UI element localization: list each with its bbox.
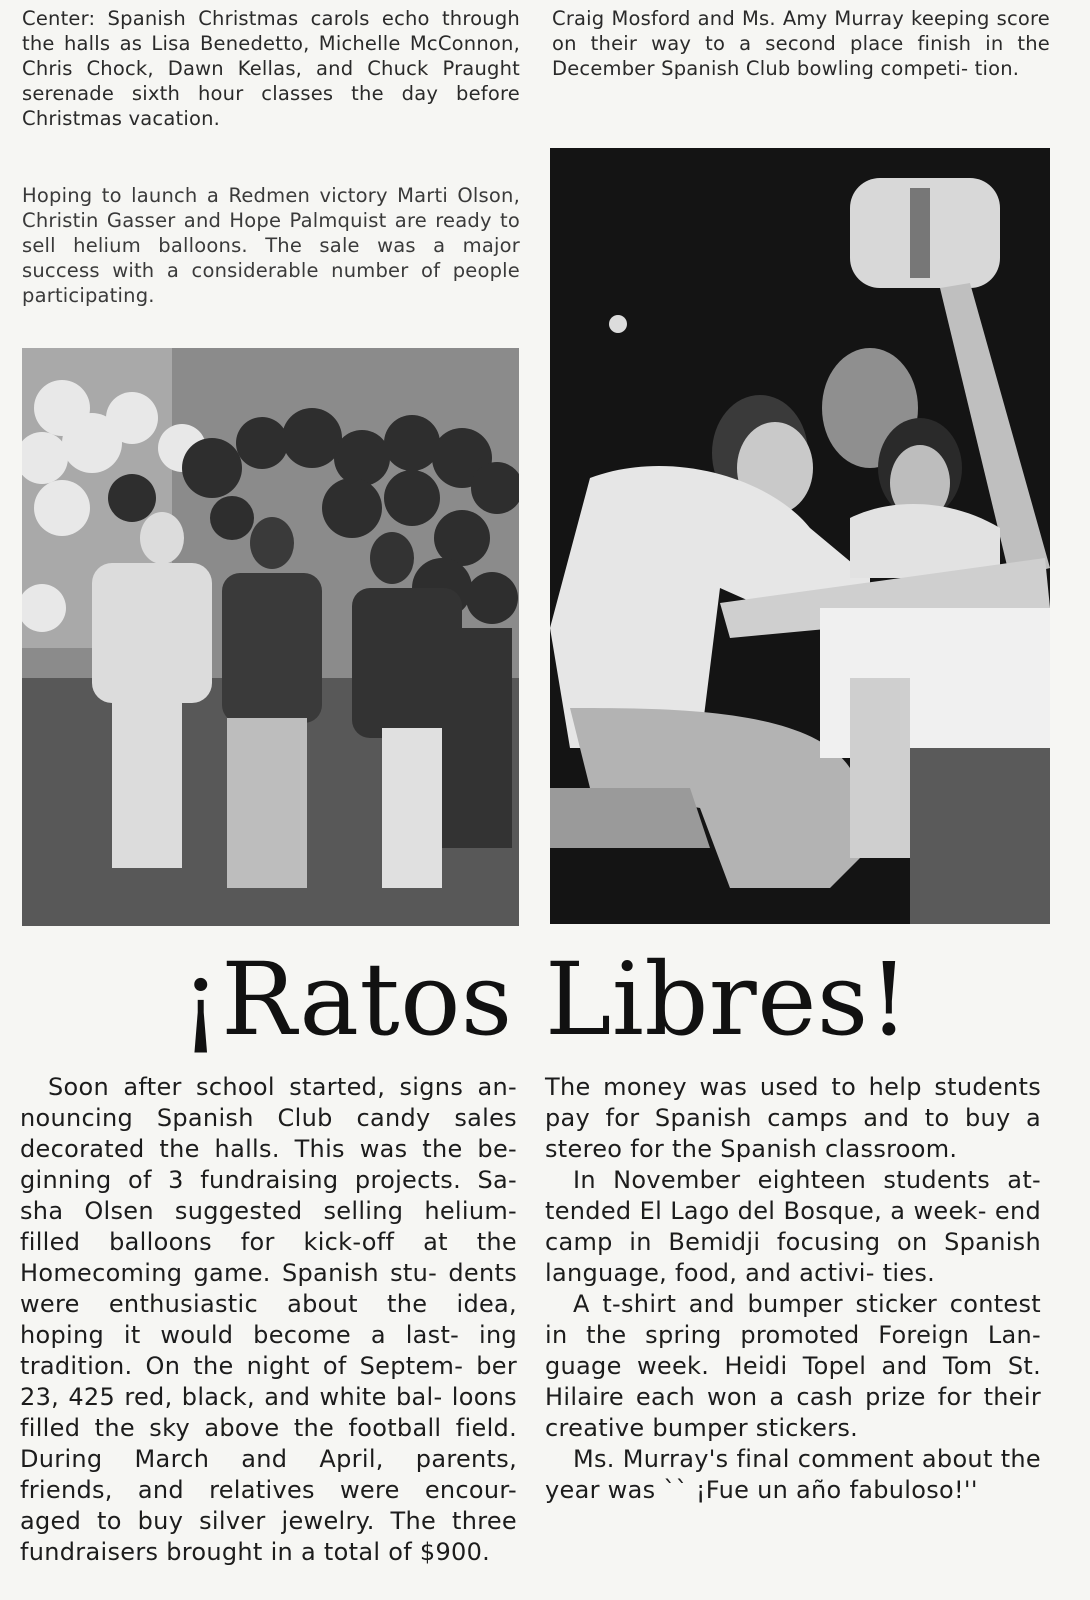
article-paragraph: Soon after school started, signs an- nouncing Spanish Club candy sales decorated the halls. This was the be- ginning of 3 fundraising projects. Sa- sha Olsen suggested selling helium- filled balloons for kick-off at the Homecoming game. Spanish stu- dents were enthusiastic about the idea, hoping it would become a last- ing tradition. On the night of Septem- ber 23, 425 red, black, and white bal- loons filled the sky above the football field. During March and April, parents, friends, and relatives were encour- aged to buy silver jewelry. The three fundraisers brought in a total of $900. bbox=[20, 1073, 517, 1566]
article-paragraph: The money was used to help students pay for Spanish camps and to buy a stereo for the Spanish classroom. bbox=[545, 1073, 1041, 1163]
article-paragraph: Ms. Murray's final comment about the year was `` ¡Fue un año fabuloso!'' bbox=[545, 1445, 1041, 1504]
bowling-photo bbox=[550, 148, 1050, 924]
article-column-right bbox=[545, 1072, 1041, 1506]
article-paragraph: A t-shirt and bumper sticker contest in the spring promoted Foreign Lan- guage week. Heidi Topel and Tom St. Hilaire each won a cash prize for their creative bumper stickers. bbox=[545, 1290, 1041, 1442]
caption-balloons: Hoping to launch a Redmen victory Marti Olson, Christin Gasser and Hope Palmquist are ready to sell helium balloons. The sale was a major success with a considerable number of people participating. bbox=[22, 184, 520, 307]
article-paragraph: In November eighteen students at- tended El Lago del Bosque, a week- end camp in Bemidji focusing on Spanish language, food, and activi- ties. bbox=[545, 1166, 1041, 1287]
page-headline: ¡Ratos Libres! bbox=[180, 941, 910, 1058]
caption-christmas-carols: Center: Spanish Christmas carols echo through the halls as Lisa Benedetto, Michelle McConnon, Chris Chock, Dawn Kellas, and Chuck Praught serenade sixth hour classes the day before Christmas vacation. bbox=[22, 7, 520, 130]
caption-bowling: Craig Mosford and Ms. Amy Murray keeping score on their way to a second place finish in the December Spanish Club bowling competi- tion. bbox=[552, 7, 1050, 80]
article-column-left bbox=[20, 1072, 517, 1568]
balloon-sale-photo bbox=[22, 348, 519, 926]
